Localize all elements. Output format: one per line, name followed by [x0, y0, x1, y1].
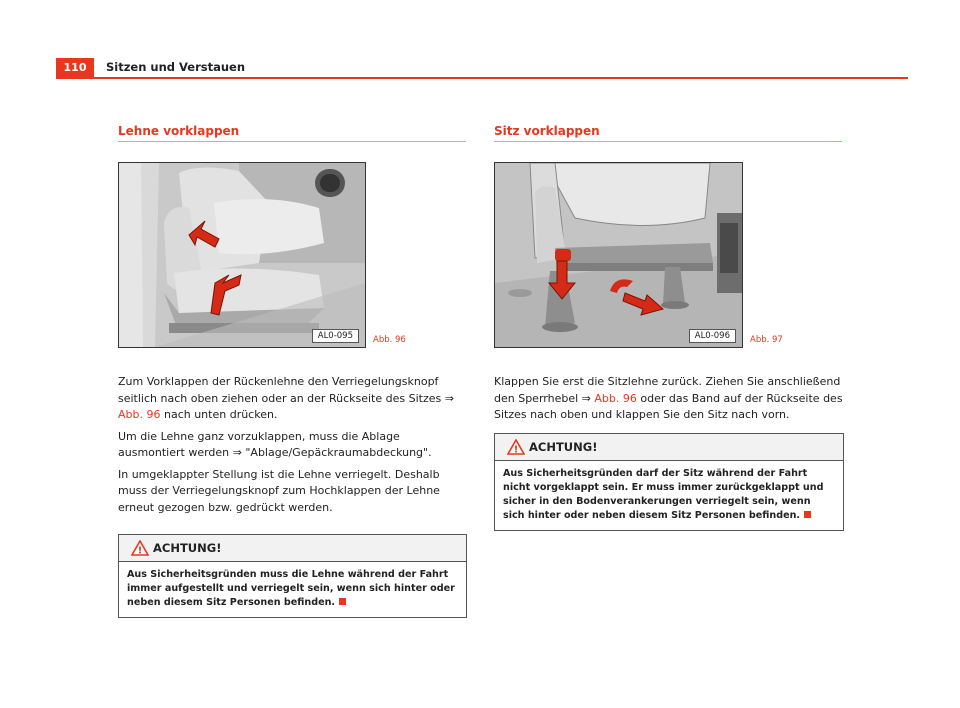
svg-text:!: ! — [137, 545, 143, 556]
warning-triangle-icon — [507, 439, 525, 455]
warning-text-right: Aus Sicherheitsgründen darf der Sitz während der Fahrt nicht vorgeklappt sein. Er muss immer zurückgeklappt und sicher in den Bodenverankerungen verriegelt sein, wenn sich hinter oder neben diesem Sitz Personen befinden. — [503, 468, 824, 521]
paragraph-right-1: Klappen Sie erst die Sitzlehne zurück. Ziehen Sie anschließend den Sperrhebel ⇒ Abb. 96 oder das Band auf der Rückseite des Sitzes nach oben und klappen Sie den Sitz nach vorn. — [494, 375, 843, 421]
figure-ref-right: Abb. 97 — [750, 335, 783, 345]
section-title-lehne: Lehne vorklappen — [118, 124, 240, 138]
warning-triangle-icon — [131, 540, 149, 556]
figure-sitz-vorklappen — [494, 162, 743, 348]
paragraph-1: Zum Vorklappen der Rückenlehne den Verriegelungsknopf seitlich nach oben ziehen oder an der Rückseite des Sitzes ⇒ Abb. 96 nach unten drücken. — [118, 375, 454, 421]
paragraph-2: Um die Lehne ganz vorzuklappen, muss die Ablage ausmontiert werden ⇒ "Ablage/Gepäckraumabdeckung". — [118, 429, 432, 459]
header-rule — [56, 77, 908, 79]
figure-link-abb96-right[interactable]: Abb. 96 — [594, 391, 637, 405]
body-text-right — [494, 374, 846, 429]
paragraph-3: In umgeklappter Stellung ist die Lehne verriegelt. Deshalb muss der Verriegelungsknopf zum Hochklappen der Lehne erneut gezogen bzw. gedrückt werden. — [118, 467, 440, 514]
end-marker-icon — [804, 511, 811, 518]
figure-ref-left: Abb. 96 — [373, 335, 406, 345]
end-marker-icon — [339, 598, 346, 605]
section-rule-right — [494, 141, 842, 142]
warning-text: Aus Sicherheitsgründen muss die Lehne während der Fahrt immer aufgestellt und verriegelt sein, wenn sich hinter oder neben diesem Sitz Personen befinden. — [127, 569, 455, 608]
figure-code-left: AL0-095 — [312, 329, 359, 343]
body-text-left — [118, 374, 468, 521]
warning-box-right — [494, 433, 844, 531]
figure-code-right: AL0-096 — [689, 329, 736, 343]
warning-header — [119, 535, 466, 562]
chapter-title: Sitzen und Verstauen — [106, 60, 246, 74]
warning-title-right: ACHTUNG! — [529, 440, 598, 454]
svg-text:!: ! — [513, 444, 519, 455]
warning-header-right — [495, 434, 843, 461]
section-rule-left — [118, 141, 466, 142]
page-number: 110 — [56, 58, 94, 78]
figure-link-abb96[interactable]: Abb. 96 — [118, 408, 161, 421]
warning-title: ACHTUNG! — [153, 541, 222, 555]
section-title-sitz: Sitz vorklappen — [494, 124, 600, 138]
figure-lehne-vorklappen — [118, 162, 366, 348]
warning-box-left — [118, 534, 467, 618]
seat-illustration-backrest — [119, 163, 365, 347]
seat-illustration-lever — [495, 163, 742, 347]
